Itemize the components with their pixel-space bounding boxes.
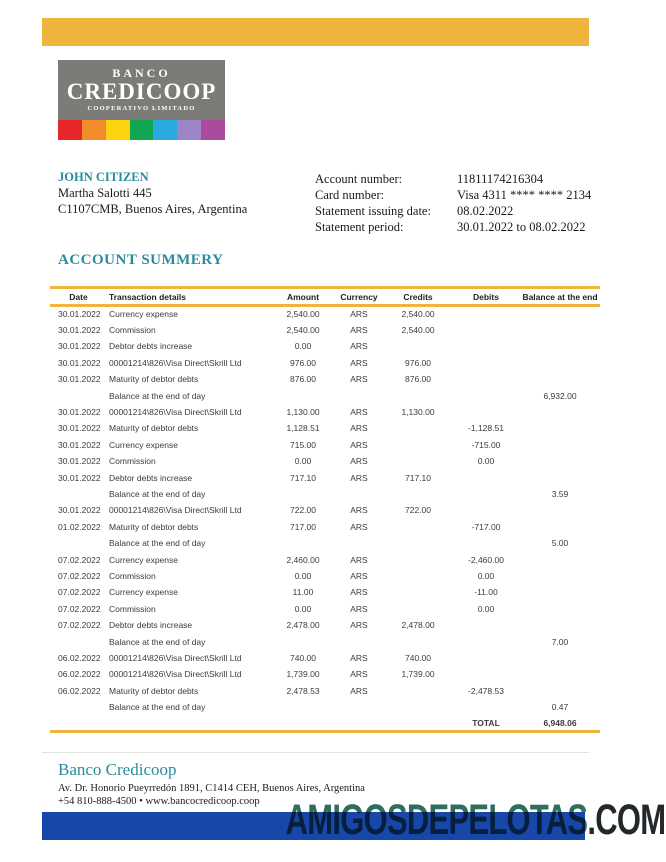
table-cell — [520, 371, 600, 387]
customer-name: JOHN CITIZEN — [58, 170, 149, 184]
table-cell: 740.00 — [290, 652, 316, 663]
table-cell: Maturity of debtor debts — [109, 685, 199, 696]
transactions-table-body — [50, 306, 600, 716]
total-label: TOTAL — [472, 717, 500, 728]
table-cell — [384, 453, 452, 469]
table-cell: 30.01.2022 — [58, 439, 101, 450]
table-cell: ARS — [350, 669, 368, 680]
bank-logo-box — [58, 60, 225, 120]
account-info-label: Account number: — [315, 172, 403, 186]
table-cell — [452, 486, 520, 502]
table-cell — [452, 617, 520, 633]
table-cell: 0.00 — [294, 603, 312, 614]
table-cell: 7.00 — [551, 636, 569, 647]
table-cell: 3.59 — [551, 488, 569, 499]
table-cell: 01.02.2022 — [58, 521, 101, 532]
table-cell — [384, 601, 452, 617]
account-info-value: Visa 4311 **** **** 2134 — [457, 188, 592, 202]
table-cell: 00001214\826\Visa Direct\Skrill Ltd — [109, 505, 242, 516]
table-cell — [452, 387, 520, 403]
table-row — [50, 338, 600, 354]
table-row — [50, 387, 600, 403]
table-cell — [334, 535, 384, 551]
logo-text-credicoop: CREDICOOP — [66, 79, 217, 104]
table-cell: ARS — [350, 357, 368, 368]
table-cell — [384, 682, 452, 698]
table-cell: -717.00 — [471, 521, 501, 532]
table-cell: 722.00 — [405, 505, 431, 516]
table-row — [50, 551, 600, 567]
table-cell: 1,739.00 — [401, 669, 435, 680]
table-cell: 722.00 — [290, 505, 316, 516]
table-cell: ARS — [350, 620, 368, 631]
table-cell — [520, 355, 600, 371]
table-cell — [452, 666, 520, 682]
table-cell: 2,540.00 — [286, 325, 320, 336]
table-cell: Currency expense — [109, 587, 178, 598]
customer-address-line1: Martha Salotti 445 — [58, 186, 152, 200]
table-cell: ARS — [350, 554, 368, 565]
column-header: Credits — [403, 291, 433, 302]
table-cell: 6,932.00 — [543, 390, 577, 401]
table-cell: 2,478.53 — [286, 685, 320, 696]
table-cell: ARS — [350, 407, 368, 418]
table-cell: 2,540.00 — [401, 325, 435, 336]
table-cell: Commission — [109, 325, 156, 336]
table-cell: ARS — [350, 521, 368, 532]
table-cell — [452, 502, 520, 518]
table-cell: 11.00 — [292, 587, 314, 598]
table-cell — [384, 584, 452, 600]
column-header: Transaction details — [109, 291, 186, 302]
column-header: Amount — [286, 291, 320, 302]
table-cell: 717.10 — [290, 472, 316, 483]
table-cell — [384, 699, 452, 715]
footer-divider — [42, 752, 589, 753]
logo-stripe-segment — [153, 120, 177, 140]
table-cell: ARS — [350, 505, 368, 516]
table-cell: ARS — [350, 423, 368, 434]
table-cell — [520, 437, 600, 453]
table-cell: ARS — [350, 587, 368, 598]
account-info-value: 08.02.2022 — [457, 204, 514, 218]
transactions-table-footer — [50, 715, 600, 731]
table-cell — [384, 338, 452, 354]
table-cell: Maturity of debtor debts — [109, 423, 199, 434]
table-row — [50, 355, 600, 371]
table-cell: ARS — [350, 439, 368, 450]
table-cell — [520, 453, 600, 469]
table-cell — [272, 486, 334, 502]
total-row — [50, 715, 600, 731]
table-cell — [452, 355, 520, 371]
table-cell: Commission — [109, 570, 156, 581]
table-cell: Currency expense — [109, 439, 178, 450]
table-cell — [384, 420, 452, 436]
table-cell: Balance at the end of day — [109, 538, 206, 549]
customer-address-block — [58, 169, 247, 217]
table-cell — [520, 584, 600, 600]
transactions-table — [50, 286, 600, 733]
table-cell: Debtor debts increase — [109, 341, 193, 352]
table-cell: Currency expense — [109, 554, 178, 565]
table-row — [50, 617, 600, 633]
table-cell — [520, 601, 600, 617]
account-info-block — [315, 171, 591, 235]
table-cell: Commission — [109, 603, 156, 614]
table-cell — [272, 633, 334, 649]
table-cell — [50, 486, 107, 502]
table-cell — [452, 371, 520, 387]
table-cell: ARS — [350, 456, 368, 467]
table-cell — [272, 699, 334, 715]
table-cell: -715.00 — [471, 439, 501, 450]
table-cell: ARS — [350, 570, 368, 581]
table-cell: 07.02.2022 — [58, 570, 101, 581]
table-cell — [334, 486, 384, 502]
logo-text-subtitle: COOPERATIVO LIMITADO — [87, 105, 196, 112]
column-header: Debits — [473, 291, 499, 302]
table-cell — [520, 306, 600, 322]
table-cell: 5.00 — [551, 538, 569, 549]
table-row — [50, 453, 600, 469]
table-row — [50, 568, 600, 584]
footer-bank-address: Av. Dr. Honorio Pueyrredón 1891, C1414 CEH, Buenos Aires, Argentina — [58, 783, 365, 794]
table-cell: ARS — [350, 309, 368, 320]
table-cell: 06.02.2022 — [58, 669, 101, 680]
table-cell — [520, 404, 600, 420]
column-header: Balance at the end — [522, 291, 598, 302]
table-cell — [520, 420, 600, 436]
table-cell — [50, 387, 107, 403]
table-cell: 00001214\826\Visa Direct\Skrill Ltd — [109, 652, 242, 663]
table-cell — [520, 469, 600, 485]
table-cell: 876.00 — [405, 374, 431, 385]
table-cell: Debtor debts increase — [109, 620, 193, 631]
logo-stripe-segment — [106, 120, 130, 140]
table-row — [50, 584, 600, 600]
table-cell: Maturity of debtor debts — [109, 374, 199, 385]
table-cell: 976.00 — [290, 357, 316, 368]
table-cell — [520, 338, 600, 354]
transactions-table-header — [50, 288, 600, 306]
table-cell: 0.00 — [477, 456, 495, 467]
table-row — [50, 469, 600, 485]
column-header: Date — [69, 291, 88, 302]
table-cell: 06.02.2022 — [58, 652, 101, 663]
table-row — [50, 322, 600, 338]
table-row — [50, 404, 600, 420]
table-cell: 30.01.2022 — [58, 423, 101, 434]
table-cell: 1,739.00 — [286, 669, 320, 680]
watermark — [285, 796, 665, 844]
table-cell: 07.02.2022 — [58, 620, 101, 631]
logo-color-stripe — [58, 120, 225, 140]
table-cell — [384, 519, 452, 535]
account-info-row — [315, 187, 591, 203]
logo-text-banco: BANCO — [112, 66, 171, 80]
table-cell: ARS — [350, 652, 368, 663]
table-cell — [452, 404, 520, 420]
table-cell — [384, 633, 452, 649]
table-cell — [334, 699, 384, 715]
table-cell: 2,540.00 — [286, 309, 320, 320]
column-header: Currency — [340, 291, 378, 302]
footer-bank-contact: +54 810-888-4500 • www.bancocredicoop.coop — [58, 796, 260, 807]
account-info-row — [315, 203, 591, 219]
table-cell: 715.00 — [290, 439, 316, 450]
customer-address-line2: C1107CMB, Buenos Aires, Argentina — [58, 202, 248, 216]
account-info-label: Card number: — [315, 188, 385, 202]
table-cell: 0.00 — [294, 456, 312, 467]
table-cell: 30.01.2022 — [58, 341, 101, 352]
table-cell — [384, 387, 452, 403]
table-cell: Balance at the end of day — [109, 702, 206, 713]
logo-stripe-segment — [58, 120, 82, 140]
table-cell: 00001214\826\Visa Direct\Skrill Ltd — [109, 357, 242, 368]
table-cell — [452, 633, 520, 649]
table-cell — [452, 306, 520, 322]
total-value: 6,948.06 — [543, 717, 577, 728]
table-cell — [520, 666, 600, 682]
table-row — [50, 486, 600, 502]
watermark-main-text: AMIGOSDEPELOTAS — [285, 796, 588, 844]
account-info-label: Statement issuing date: — [315, 204, 431, 218]
table-cell — [384, 486, 452, 502]
table-cell — [452, 338, 520, 354]
table-cell: -2,460.00 — [468, 554, 504, 565]
table-cell: 06.02.2022 — [58, 685, 101, 696]
table-header-row — [50, 288, 600, 306]
table-cell: 0.00 — [477, 603, 495, 614]
table-cell: ARS — [350, 472, 368, 483]
logo-stripe-segment — [130, 120, 154, 140]
table-cell: 2,478.00 — [286, 620, 320, 631]
account-info-value: 11811174216304 — [457, 172, 544, 186]
table-cell: 30.01.2022 — [58, 309, 101, 320]
table-cell: 976.00 — [405, 357, 431, 368]
table-cell: 2,460.00 — [286, 554, 320, 565]
table-cell: ARS — [350, 341, 368, 352]
table-row — [50, 666, 600, 682]
logo-stripe-segment — [177, 120, 201, 140]
table-row — [50, 371, 600, 387]
table-cell: 07.02.2022 — [58, 554, 101, 565]
footer-bank-name: Banco Credicoop — [58, 760, 177, 779]
table-cell: 30.01.2022 — [58, 505, 101, 516]
top-accent-bar — [42, 18, 589, 46]
table-cell: ARS — [350, 325, 368, 336]
table-cell: 0.00 — [294, 570, 312, 581]
table-cell: 00001214\826\Visa Direct\Skrill Ltd — [109, 407, 242, 418]
account-info-value: 30.01.2022 to 08.02.2022 — [457, 220, 586, 234]
table-cell: -2,478.53 — [468, 685, 504, 696]
table-cell: 30.01.2022 — [58, 357, 101, 368]
table-cell — [520, 682, 600, 698]
table-cell — [384, 568, 452, 584]
table-cell: 2,478.00 — [401, 620, 435, 631]
table-cell: 876.00 — [290, 374, 316, 385]
table-cell — [384, 535, 452, 551]
table-cell — [50, 535, 107, 551]
section-title: ACCOUNT SUMMERY — [58, 252, 224, 268]
table-cell: Balance at the end of day — [109, 488, 206, 499]
table-cell — [520, 519, 600, 535]
table-row — [50, 699, 600, 715]
table-row — [50, 601, 600, 617]
table-row — [50, 650, 600, 666]
table-cell: 1,130.00 — [286, 407, 320, 418]
table-row — [50, 437, 600, 453]
logo-stripe-segment — [201, 120, 225, 140]
bank-logo — [58, 60, 225, 140]
table-cell — [334, 387, 384, 403]
table-cell — [272, 535, 334, 551]
table-cell: Balance at the end of day — [109, 390, 206, 401]
table-cell — [50, 699, 107, 715]
table-cell: 717.00 — [290, 521, 316, 532]
table-cell — [452, 469, 520, 485]
table-cell: 1,128.51 — [286, 423, 320, 434]
table-cell — [452, 650, 520, 666]
table-cell: Maturity of debtor debts — [109, 521, 199, 532]
table-row — [50, 633, 600, 649]
table-row — [50, 306, 600, 322]
table-cell: ARS — [350, 374, 368, 385]
table-cell: 0.47 — [551, 702, 569, 713]
table-cell: 30.01.2022 — [58, 456, 101, 467]
table-cell — [520, 650, 600, 666]
account-info-label: Statement period: — [315, 220, 404, 234]
table-cell — [384, 437, 452, 453]
table-cell: ARS — [350, 685, 368, 696]
table-cell: 717.10 — [405, 472, 431, 483]
table-cell — [452, 322, 520, 338]
logo-stripe-segment — [82, 120, 106, 140]
table-cell — [452, 535, 520, 551]
table-cell — [384, 551, 452, 567]
table-cell — [334, 633, 384, 649]
table-row — [50, 519, 600, 535]
table-cell: 0.00 — [477, 570, 495, 581]
table-cell: 30.01.2022 — [58, 407, 101, 418]
table-cell — [520, 322, 600, 338]
table-cell: 07.02.2022 — [58, 603, 101, 614]
table-cell: -11.00 — [474, 587, 498, 598]
table-cell: 30.01.2022 — [58, 325, 101, 336]
table-cell — [272, 387, 334, 403]
table-cell: 2,540.00 — [401, 309, 435, 320]
table-cell: 00001214\826\Visa Direct\Skrill Ltd — [109, 669, 242, 680]
table-row — [50, 682, 600, 698]
table-cell — [520, 502, 600, 518]
table-cell — [520, 617, 600, 633]
account-info-row — [315, 171, 591, 187]
table-cell: Commission — [109, 456, 156, 467]
watermark-suffix-text: .COM — [587, 796, 665, 844]
table-cell: Currency expense — [109, 309, 178, 320]
table-cell — [452, 699, 520, 715]
table-cell: 1,130.00 — [401, 407, 435, 418]
table-cell — [520, 551, 600, 567]
table-cell — [520, 568, 600, 584]
table-cell: 30.01.2022 — [58, 374, 101, 385]
table-row — [50, 502, 600, 518]
table-row — [50, 420, 600, 436]
table-cell: 0.00 — [294, 341, 312, 352]
table-cell: 07.02.2022 — [58, 587, 101, 598]
account-info-row — [315, 219, 591, 235]
table-cell: 740.00 — [405, 652, 431, 663]
table-cell: Debtor debts increase — [109, 472, 193, 483]
table-cell: 30.01.2022 — [58, 472, 101, 483]
table-cell: Balance at the end of day — [109, 636, 206, 647]
table-cell: -1,128.51 — [468, 423, 504, 434]
table-row — [50, 535, 600, 551]
table-cell: ARS — [350, 603, 368, 614]
table-cell — [50, 633, 107, 649]
